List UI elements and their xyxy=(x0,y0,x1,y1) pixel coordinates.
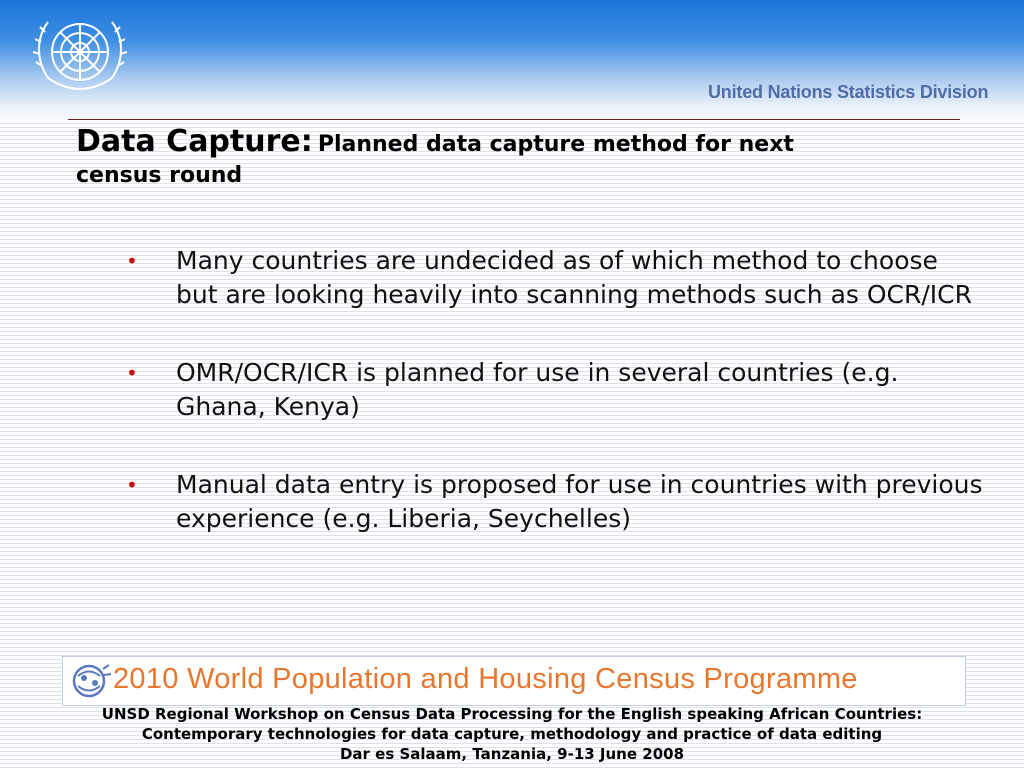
bullet-dot-icon: • xyxy=(126,473,138,497)
bullet-dot-icon: • xyxy=(126,361,138,385)
footer-line-2: Contemporary technologies for data capture, methodology and practice of data editing xyxy=(141,725,883,743)
title-main: Data Capture: xyxy=(76,124,313,159)
census-logo-icon xyxy=(69,661,113,701)
bullet-item xyxy=(126,244,986,312)
footer-line-3: Dar es Salaam, Tanzania, 9-13 June 2008 xyxy=(339,745,685,763)
footer-line-1: UNSD Regional Workshop on Census Data Processing for the English speaking African Countries: xyxy=(101,705,923,723)
title-subtitle-continued: census round xyxy=(76,163,243,188)
bullet-item xyxy=(126,468,986,536)
bullet-dot-icon: • xyxy=(126,249,138,273)
header-bar xyxy=(0,0,1024,120)
bullet-item xyxy=(126,356,986,424)
bullet-list xyxy=(126,244,986,580)
bullet-text: Manual data entry is proposed for use in countries with previous experience (e.g. Liberia, Seychelles) xyxy=(176,470,983,533)
title-subtitle: Planned data capture method for next xyxy=(317,132,794,157)
census-programme-banner xyxy=(62,656,966,706)
slide-title xyxy=(76,124,946,188)
header-divider xyxy=(68,119,960,120)
organization-name: United Nations Statistics Division xyxy=(708,82,989,102)
un-emblem-icon xyxy=(28,8,132,100)
bullet-text: OMR/OCR/ICR is planned for use in several countries (e.g. Ghana, Kenya) xyxy=(176,358,899,421)
bullet-text: Many countries are undecided as of which method to choose but are looking heavily into scanning methods such as OCR/ICR xyxy=(176,246,972,309)
census-programme-text: 2010 World Population and Housing Census Programme xyxy=(113,663,858,695)
footer xyxy=(0,704,1024,764)
